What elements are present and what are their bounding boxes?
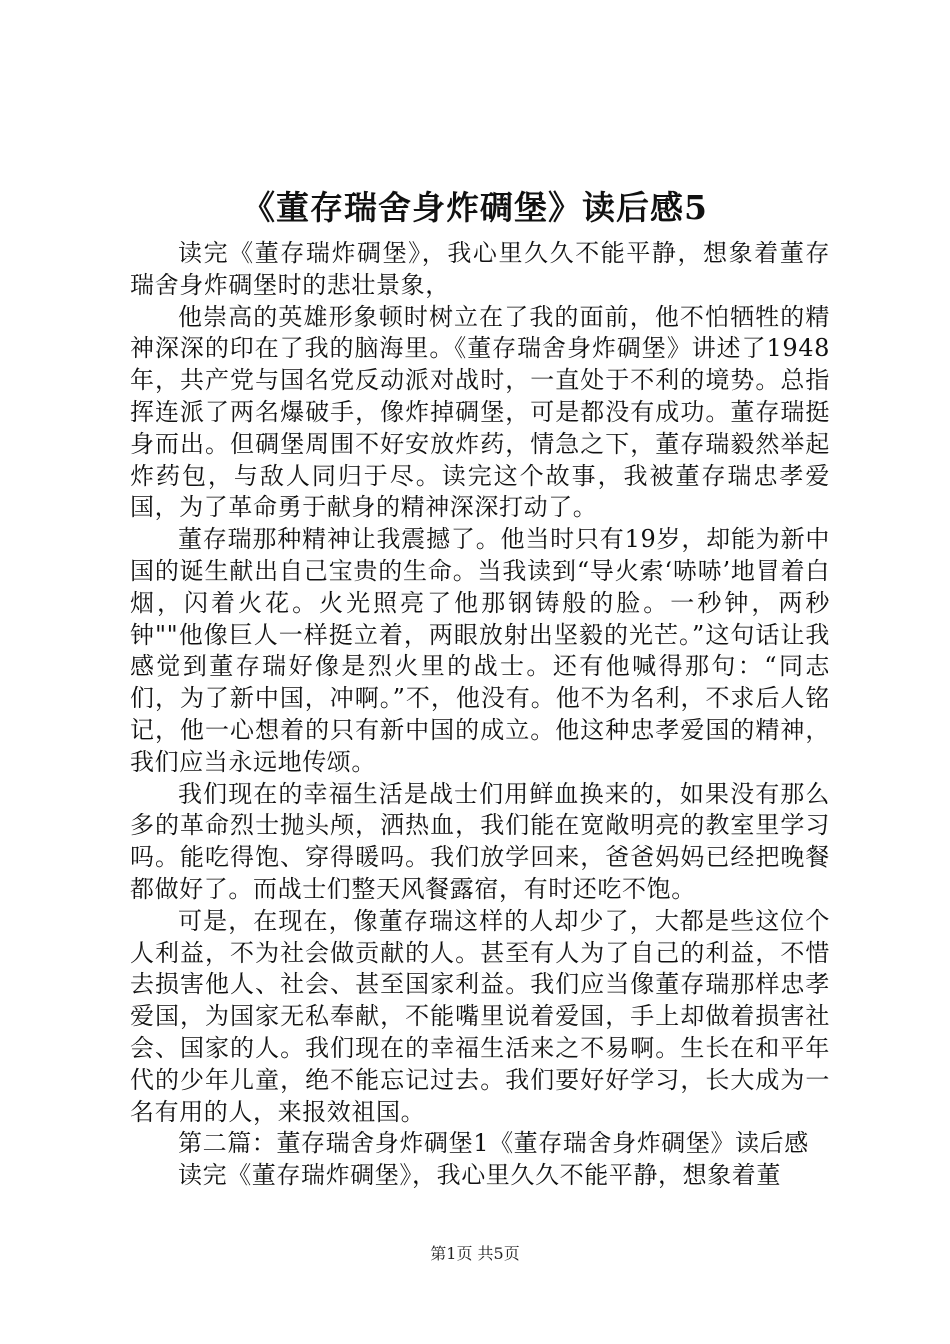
page-number-footer: 第1页 共5页 <box>430 1244 520 1263</box>
document-title: 《董存瑞舍身炸碉堡》读后感5 <box>242 188 708 227</box>
paragraph-1: 读完《董存瑞炸碉堡》，我心里久久不能平静，想象着董存瑞舍身炸碉堡时的悲壮景象， <box>130 239 830 299</box>
document-body <box>130 238 830 1192</box>
paragraph-5: 可是，在现在，像董存瑞这样的人却少了，大都是些这位个人利益，不为社会做贡献的人。甚至有人为了自己的利益，不惜去损害他人、社会、甚至国家利益。我们应当像董存瑞那样忠孝爱国，为国家无私奉献，不能嘴里说着爱国，手上却做着损害社会、国家的人。我们现在的幸福生活来之不易啊。生长在和平年代的少年儿童，绝不能忘记过去。我们要好好学习，长大成为一名有用的人，来报效祖国。 <box>130 906 830 1126</box>
paragraph-2: 他崇高的英雄形象顿时树立在了我的面前，他不怕牺牲的精神深深的印在了我的脑海里。《董存瑞舍身炸碉堡》讲述了1948年，共产党与国名党反动派对战时，一直处于不利的境势。总指挥连派了两名爆破手，像炸掉碉堡，可是都没有成功。董存瑞挺身而出。但碉堡周围不好安放炸药，情急之下，董存瑞毅然举起炸药包，与敌人同归于尽。读完这个故事，我被董存瑞忠孝爱国，为了革命勇于献身的精神深深打动了。 <box>130 302 830 522</box>
section-heading-second-article: 第二篇：董存瑞舍身炸碉堡1《董存瑞舍身炸碉堡》读后感 <box>178 1129 809 1158</box>
paragraph-4: 我们现在的幸福生活是战士们用鲜血换来的，如果没有那么多的革命烈士抛头颅，洒热血，我们能在宽敞明亮的教室里学习吗。能吃得饱、穿得暖吗。我们放学回来，爸爸妈妈已经把晚餐都做好了。而战士们整天风餐露宿，有时还吃不饱。 <box>130 779 830 903</box>
paragraph-3: 董存瑞那种精神让我震撼了。他当时只有19岁，却能为新中国的诞生献出自己宝贵的生命。当我读到“导火索‘哧哧’地冒着白烟，闪着火花。火光照亮了他那钢铸般的脸。一秒钟，两秒钟""他像巨人一样挺立着，两眼放射出坚毅的光芒。”这句话让我感觉到董存瑞好像是烈火里的战士。还有他喊得那句：“同志们，为了新中国，冲啊。”不，他没有。他不为名利，不求后人铭记，他一心想着的只有新中国的成立。他这种忠孝爱国的精神，我们应当永远地传颂。 <box>130 525 830 776</box>
paragraph-7: 读完《董存瑞炸碉堡》，我心里久久不能平静，想象着董 <box>178 1161 781 1190</box>
